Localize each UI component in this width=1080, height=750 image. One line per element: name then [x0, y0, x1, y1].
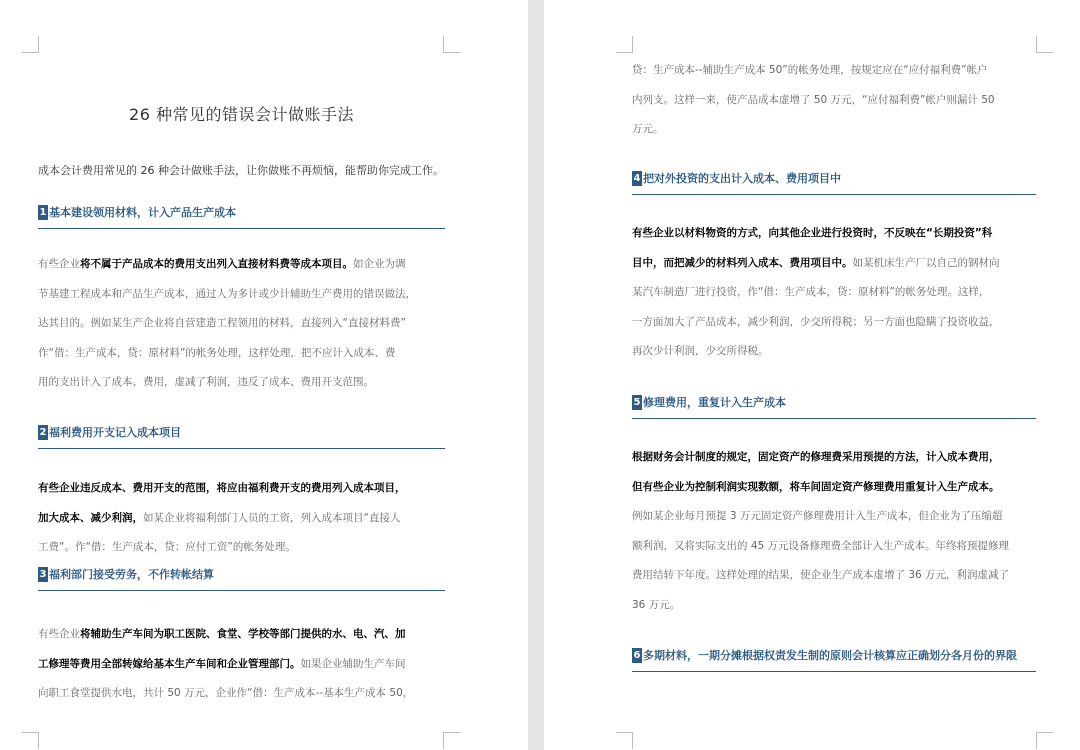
continuation-paragraph: [632, 56, 1036, 145]
text-run: 如某企业将福利部门人员的工资，列入成本项目“直接人: [143, 511, 401, 524]
text-run: 有些企业: [38, 628, 80, 640]
paragraph-line: 万元。: [632, 123, 664, 135]
paragraph-line: 36 万元。: [632, 598, 681, 611]
crop-mark: [443, 732, 460, 749]
bold-text-run: 加大成本、减少利润，: [38, 511, 143, 524]
section-heading-5: [632, 394, 1036, 419]
crop-mark: [616, 36, 633, 53]
paragraph-line: 例如某企业每月预提 3 万元固定资产修理费用计入生产成本，但企业为了压缩超: [632, 510, 1003, 522]
paragraph-line: 费用结转下年度。这样处理的结果，使企业生产成本虚增了 36 万元，利润虚减了: [632, 569, 1010, 581]
section-heading-3: [38, 566, 445, 591]
paragraph-line: [632, 443, 1036, 473]
crop-mark: [443, 36, 460, 53]
section-paragraph-3: [38, 620, 445, 709]
section-number: 3: [39, 568, 47, 580]
paragraph-line: [38, 250, 445, 280]
section-number: 2: [39, 426, 47, 438]
text-run: 有些企业: [38, 258, 80, 270]
paragraph-line: [38, 474, 445, 504]
bold-text-run: 根据财务会计制度的规定，固定资产的修理费采用预提的方法，计入成本费用，: [632, 451, 1000, 463]
crop-mark: [1036, 732, 1053, 749]
section-heading-text: 把对外投资的支出计入成本、费用项目中: [643, 172, 841, 185]
crop-mark: [1036, 36, 1053, 53]
paragraph-line: [632, 219, 1036, 249]
section-heading-text: 多期材料，一期分摊根据权责发生制的原则会计核算应正确划分各月份的界限: [643, 649, 1017, 662]
crop-mark: [616, 732, 633, 749]
paragraph-line: 达其目的。例如某生产企业将自营建造工程领用的材料，直接列入“直接材料费”: [38, 317, 406, 329]
intro-paragraph: 成本会计费用常见的 26 种会计做账手法，让你做账不再烦恼，能帮助你完成工作。: [38, 164, 444, 177]
section-heading-text: 福利费用开支记入成本项目: [49, 426, 181, 439]
section-heading-1: [38, 204, 445, 229]
section-paragraph-1: [38, 250, 445, 398]
bold-text-run: 但有些企业为控制利润实现数额，将车间固定资产修理费用重复计入生产成本。: [632, 480, 1000, 493]
paragraph-line: [632, 473, 1036, 503]
document-page-right: [544, 0, 1080, 750]
section-number: 1: [39, 206, 47, 218]
section-number: 5: [633, 396, 641, 408]
document-page-left: [0, 0, 528, 750]
crop-mark: [22, 732, 39, 749]
bold-text-run: 将辅助生产车间为职工医院、食堂、学校等部门提供的水、电、汽、加: [80, 628, 406, 640]
section-heading-text: 福利部门接受劳务，不作转帐结算: [49, 568, 214, 581]
paragraph-line: 一方面加大了产品成本，减少利润，少交所得税；另一方面也隐瞒了投资收益，: [632, 315, 1000, 328]
section-heading-text: 基本建设领用材料，计入产品生产成本: [49, 206, 236, 219]
text-run: 如企业为调: [353, 258, 406, 270]
section-paragraph-2: [38, 474, 445, 563]
section-number: 6: [633, 649, 641, 661]
paragraph-line: [38, 504, 445, 534]
bold-text-run: 有些企业以材料物资的方式，向其他企业进行投资时，不反映在“长期投资”科: [632, 227, 993, 239]
paragraph-line: [38, 620, 445, 650]
paragraph-line: 节基建工程成本和产品生产成本，通过人为多计或少计辅助生产费用的错误做法，: [38, 287, 416, 300]
paragraph-line: 用的支出计入了成本、费用，虚减了利润，违反了成本、费用开支范围。: [38, 376, 374, 388]
paragraph-line: 内列支。这样一来，使产品成本虚增了 50 万元，“应付福利费”帐户则漏计 50: [632, 93, 995, 106]
bold-text-run: 将不属于产品成本的费用支出列入直接材料费等成本项目。: [80, 258, 353, 270]
paragraph-line: 某汽车制造厂进行投资，作“借：生产成本，贷：原材料”的帐务处理。这样，: [632, 286, 990, 298]
bold-text-run: 目中，而把减少的材料列入成本、费用项目中。: [632, 256, 853, 269]
paragraph-line: [38, 650, 445, 680]
paragraph-line: 贷：生产成本--辅助生产成本 50”的帐务处理，按规定应在“应付福利费”帐户: [632, 64, 988, 76]
section-heading-text: 修理费用，重复计入生产成本: [643, 396, 786, 409]
paragraph-line: [632, 249, 1036, 279]
section-paragraph-5: [632, 443, 1036, 620]
bold-text-run: 工修理等费用全部转嫁给基本生产车间和企业管理部门。: [38, 657, 301, 670]
paragraph-line: 工费”。作“借：生产成本，贷：应付工资”的帐务处理。: [38, 541, 296, 553]
paragraph-line: 向职工食堂提供水电，共计 50 万元，企业作“借：生产成本--基本生产成本 50，: [38, 687, 414, 699]
section-number: 4: [633, 172, 641, 184]
bold-text-run: 有些企业违反成本、费用开支的范围，将应由福利费开支的费用列入成本项目，: [38, 482, 406, 494]
document-title: 26 种常见的错误会计做账手法: [129, 105, 354, 124]
section-heading-4: [632, 170, 1036, 195]
crop-mark: [22, 36, 39, 53]
text-run: 如某机床生产厂以自己的钢材向: [852, 256, 1000, 269]
paragraph-line: 作“借：生产成本，贷：原材料”的帐务处理，这样处理，把不应计入成本、费: [38, 346, 396, 359]
paragraph-line: 额利润，又将实际支出的 45 万元设备修理费全部计入生产成本。年终将预提修理: [632, 539, 1010, 552]
section-heading-2: [38, 424, 445, 449]
text-run: 如果企业辅助生产车间: [300, 657, 406, 670]
section-paragraph-4: [632, 219, 1036, 367]
section-heading-6: [632, 647, 1036, 672]
paragraph-line: 再次少计利润，少交所得税。: [632, 345, 769, 357]
